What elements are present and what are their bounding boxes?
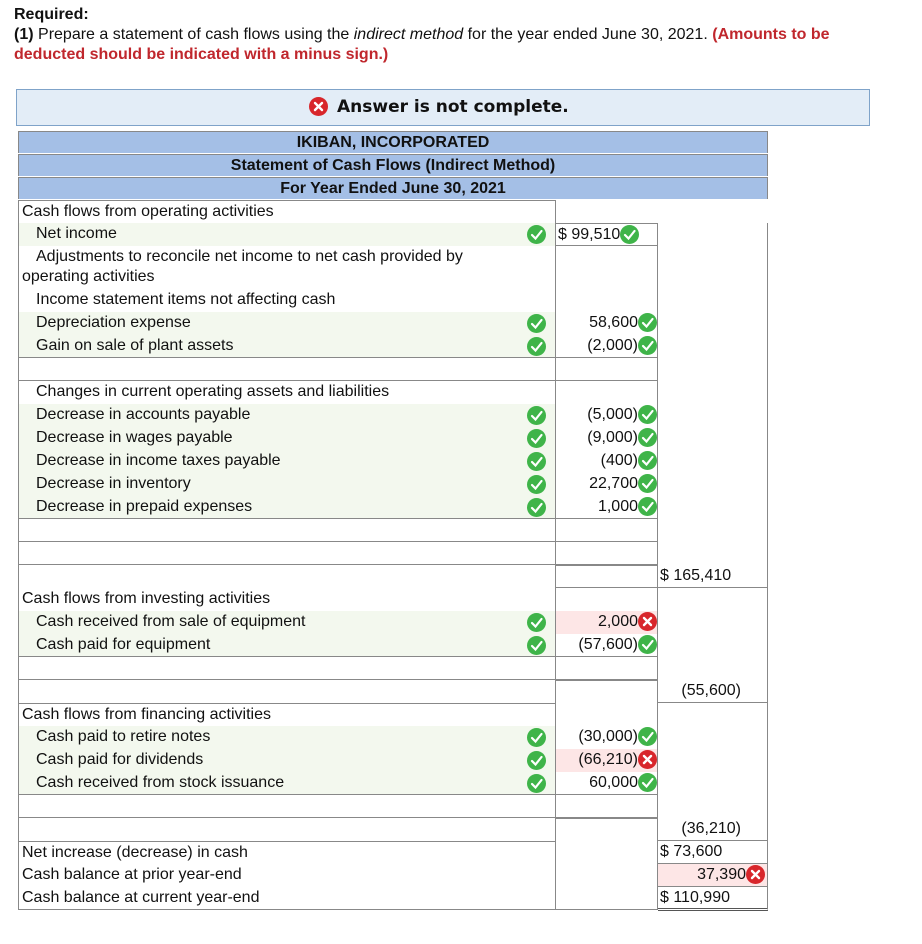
inventory-input[interactable]: 22,700 [556,473,658,496]
dividends-input[interactable]: (66,210) [556,749,658,772]
part-number: (1) [14,26,34,43]
net-income-label: Net income [18,223,556,246]
answer-status-banner [16,89,870,126]
check-icon [638,497,657,516]
instruction-note-1: (Amounts to be [712,26,830,43]
sale-equipment-input[interactable]: 2,000 [556,611,658,634]
check-icon [527,225,546,244]
check-icon [527,774,546,793]
prior-balance-input[interactable]: 37,390 [658,864,768,887]
instruction-emphasis: indirect method [353,26,464,43]
income-taxes-input[interactable]: (400) [556,450,658,473]
incorrect-icon [746,865,765,884]
statement-title: Statement of Cash Flows (Indirect Method) [18,154,768,176]
check-icon [638,451,657,470]
check-icon [527,337,546,356]
paid-equipment-input[interactable]: (57,600) [556,634,658,657]
stock-issuance-input[interactable]: 60,000 [556,772,658,795]
incorrect-icon [309,97,328,116]
operating-total-input[interactable]: $ 165,410 [658,565,768,588]
wages-payable-input[interactable]: (9,000) [556,427,658,450]
company-name: IKIBAN, INCORPORATED [18,131,768,153]
check-icon [527,429,546,448]
check-icon [527,498,546,517]
instruction-note-2: deducted should be indicated with a minus sign.) [14,46,389,63]
incorrect-icon [638,750,657,769]
instruction-text-b: for the year ended June 30, 2021. [467,26,708,43]
statement-period: For Year Ended June 30, 2021 [18,177,768,199]
depreciation-input[interactable]: 58,600 [556,312,658,335]
required-title: Required: [14,6,89,23]
financing-total-input[interactable]: (36,210) [658,818,768,841]
check-icon [527,751,546,770]
accounts-payable-input[interactable]: (5,000) [556,404,658,427]
check-icon [527,636,546,655]
check-icon [527,613,546,632]
net-change-input[interactable]: $ 73,600 [658,841,768,864]
check-icon [638,474,657,493]
check-icon [638,727,657,746]
investing-total-input[interactable]: (55,600) [658,680,768,703]
net-income-input[interactable]: $ 99,510 [556,223,658,246]
current-balance-input[interactable]: $ 110,990 [658,887,768,911]
gain-input[interactable]: (2,000) [556,335,658,358]
check-icon [527,475,546,494]
incorrect-icon [638,612,657,631]
check-icon [638,336,657,355]
check-icon [638,405,657,424]
check-icon [527,452,546,471]
instruction-text-a: Prepare a statement of cash flows using the [38,26,350,43]
instructions [14,5,914,65]
check-icon [638,313,657,332]
check-icon [527,406,546,425]
check-icon [638,773,657,792]
check-icon [527,728,546,747]
check-icon [638,428,657,447]
answer-status-text: Answer is not complete. [337,97,569,117]
retire-notes-input[interactable]: (30,000) [556,726,658,749]
check-icon [638,635,657,654]
prepaid-input[interactable]: 1,000 [556,496,658,519]
check-icon [620,225,639,244]
check-icon [527,314,546,333]
